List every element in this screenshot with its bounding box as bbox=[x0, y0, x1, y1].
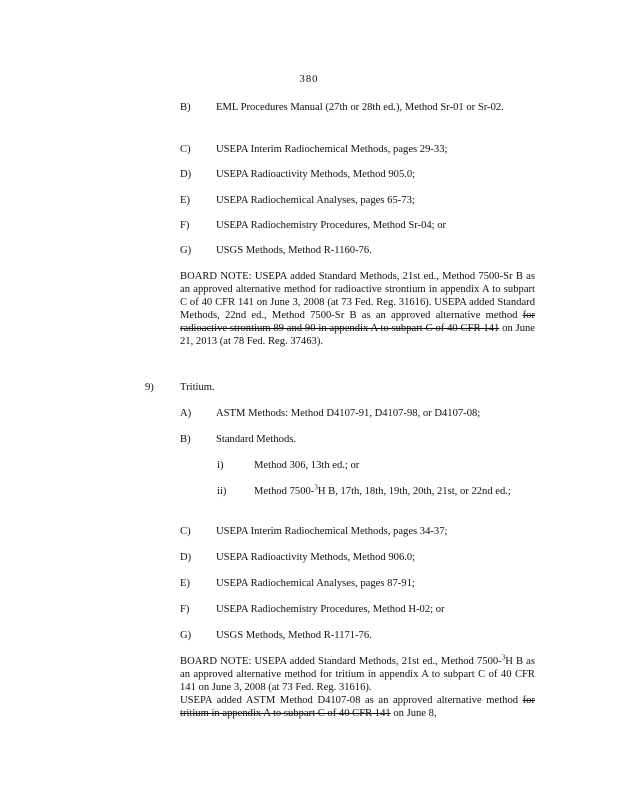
list-item bbox=[180, 577, 535, 590]
item-text: ASTM Methods: Method D4107-91, D4107-98, or D4107-08; bbox=[216, 408, 481, 419]
item-label: E) bbox=[180, 578, 190, 589]
note-text: on June 8, bbox=[390, 708, 437, 719]
item-label: G) bbox=[180, 245, 192, 256]
superscript: 3 bbox=[314, 483, 318, 492]
superscript: 3 bbox=[501, 653, 506, 662]
struck-text: for radioactive strontium 89 and 90 in appendix A to subpart C of 40 CFR 141 bbox=[180, 310, 535, 334]
list-item bbox=[180, 551, 535, 564]
list-item bbox=[180, 168, 535, 181]
item-text: USEPA Interim Radiochemical Methods, pages 29-33; bbox=[216, 144, 448, 155]
item-text: USEPA Radiochemistry Procedures, Method Sr-04; or bbox=[216, 220, 447, 231]
item-text: USEPA Radiochemistry Procedures, Method H-02; or bbox=[216, 604, 445, 615]
item-label: G) bbox=[180, 630, 192, 641]
item-label: F) bbox=[180, 220, 190, 231]
note-text: H B as an approved alternative method for tritium in appendix A to subpart C of 40 CFR 141 on June 3, 2008 (at 73 Fed. Reg. 31616). bbox=[180, 656, 535, 693]
section-title: Tritium. bbox=[180, 382, 215, 393]
item-label: A) bbox=[180, 408, 192, 419]
note-text: BOARD NOTE: USEPA added Standard Methods, 21st ed., Method 7500-Sr B as an approved alternative method for radioactive strontium in appendix A to subpart C of 40 CFR 141 on June 3, 2008 (at 73 Fed. Reg. 31616). USEPA added Standard Methods, 22nd ed., Method 7500-Sr B as an approved alternative method bbox=[180, 271, 535, 321]
list-item bbox=[180, 101, 535, 114]
item-label: D) bbox=[180, 552, 192, 563]
item-label: B) bbox=[180, 434, 191, 445]
note-text: BOARD NOTE: USEPA added Standard Methods, 21st ed., Method 7500- bbox=[180, 656, 502, 667]
sub-item-label: ii) bbox=[217, 486, 227, 497]
item-text: USEPA Interim Radiochemical Methods, pages 34-37; bbox=[216, 526, 448, 537]
sub-item-text bbox=[254, 485, 535, 498]
item-label: F) bbox=[180, 604, 190, 615]
page-number: 380 bbox=[299, 74, 319, 85]
item-text: USEPA Radiochemical Analyses, pages 65-73; bbox=[216, 195, 415, 206]
list-item bbox=[180, 219, 535, 232]
item-text: Standard Methods. bbox=[216, 434, 297, 445]
list-item bbox=[180, 525, 535, 538]
board-note bbox=[180, 655, 535, 720]
list-item bbox=[180, 603, 535, 616]
item-label: C) bbox=[180, 144, 191, 155]
section-heading bbox=[145, 381, 535, 394]
sub-item bbox=[217, 459, 535, 472]
item-text: USGS Methods, Method R-1160-76. bbox=[216, 245, 372, 256]
item-text: USEPA Radioactivity Methods, Method 906.0; bbox=[216, 552, 416, 563]
list-item bbox=[180, 629, 535, 642]
text-part: H B, 17th, 18th, 19th, 20th, 21st, or 22nd ed.; bbox=[317, 486, 511, 497]
list-item bbox=[180, 407, 535, 420]
item-label: E) bbox=[180, 195, 190, 206]
item-text: USGS Methods, Method R-1171-76. bbox=[216, 630, 372, 641]
section-label: 9) bbox=[145, 382, 154, 393]
list-item bbox=[180, 143, 535, 156]
item-text: USEPA Radiochemical Analyses, pages 87-91; bbox=[216, 578, 415, 589]
text-part: Method 7500- bbox=[254, 486, 315, 497]
board-note bbox=[180, 270, 535, 348]
item-label: C) bbox=[180, 526, 191, 537]
list-item bbox=[180, 194, 535, 207]
item-text: EML Procedures Manual (27th or 28th ed.), Method Sr-01 or Sr-02. bbox=[216, 102, 504, 113]
item-label: B) bbox=[180, 102, 191, 113]
note-text: on June 21, 2013 (at 78 Fed. Reg. 37463). bbox=[180, 323, 536, 347]
sub-item-label: i) bbox=[217, 460, 224, 471]
item-text: USEPA Radioactivity Methods, Method 905.0; bbox=[216, 169, 416, 180]
list-item bbox=[180, 244, 535, 257]
sub-item-text: Method 306, 13th ed.; or bbox=[254, 460, 360, 471]
item-label: D) bbox=[180, 169, 192, 180]
note-text: USEPA added ASTM Method D4107-08 as an approved alternative method bbox=[180, 695, 523, 706]
sub-item bbox=[217, 485, 535, 498]
list-item bbox=[180, 433, 535, 446]
struck-text: for tritium in appendix A to subpart C of 40 CFR 141 bbox=[180, 695, 535, 719]
